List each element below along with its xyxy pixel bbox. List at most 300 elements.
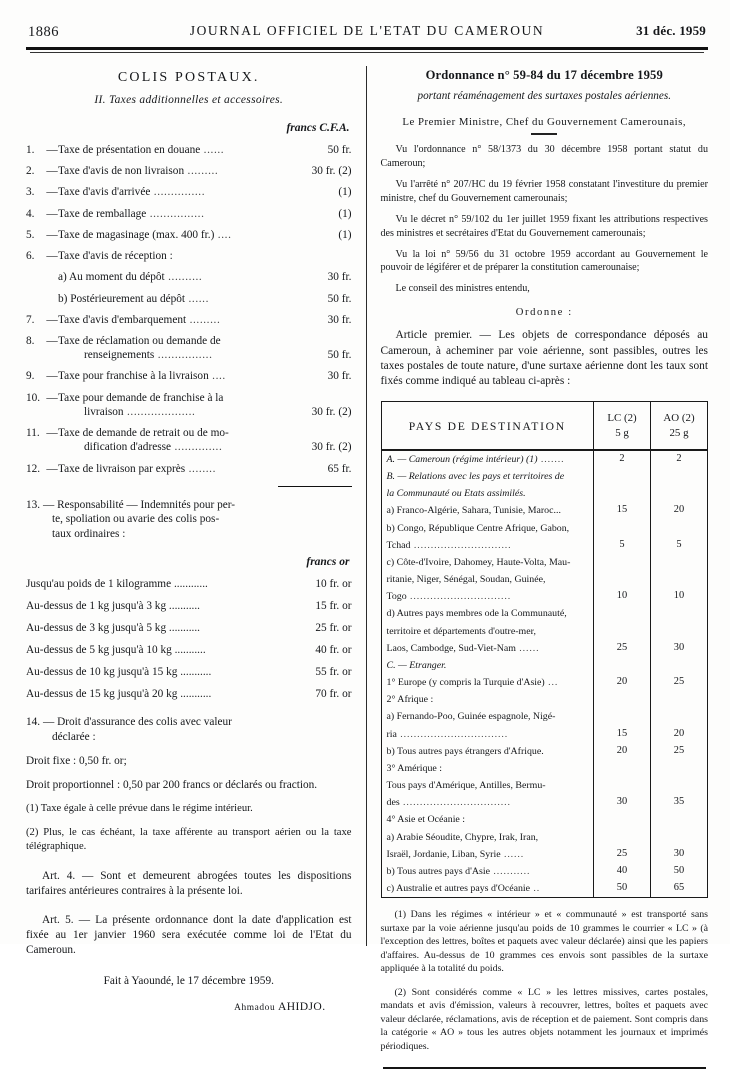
destination-cell [381, 623, 594, 640]
table-row [381, 674, 708, 691]
lc-rate-cell: 50 [594, 880, 651, 898]
destination-table-head [381, 402, 708, 450]
signatory-first-name: Ahmadou [234, 1002, 276, 1013]
destination-label: Laos, Cambodge, Sud-Viet-Nam [386, 642, 516, 654]
header-destination [381, 402, 594, 450]
insurance-line1: Droit d'assurance des colis avec valeur [57, 716, 232, 729]
journal-title: JOURNAL OFFICIEL DE L'ETAT DU CAMEROUN [189, 23, 545, 38]
destination-label: a) Arabie Séoudite, Chypre, Irak, Iran, [386, 831, 539, 843]
weight-scale-row [26, 687, 352, 709]
lc-rate-cell: 15 [594, 502, 651, 519]
leader-dots: ........ [185, 462, 217, 475]
table-row [381, 588, 708, 605]
leader-dots: .. [530, 883, 541, 895]
ao-rate-cell [651, 623, 708, 640]
ao-rate-cell: 50 [651, 863, 708, 880]
tariff-row [26, 249, 352, 270]
insurance-proportional-fee: Droit proportionnel : 0,50 par 200 francs or déclarés ou fraction. [26, 778, 318, 791]
leader-dots: ...... [515, 642, 540, 654]
ao-rate-cell [651, 691, 708, 708]
leader-dots: ........... [166, 599, 200, 612]
destination-label: c) Australie et autres pays d'Océanie [386, 883, 531, 895]
destination-cell [381, 468, 594, 485]
tariff-rows [26, 143, 352, 483]
insurance-line2: déclarée : [52, 731, 96, 744]
table-row [381, 760, 708, 777]
destination-cell [381, 640, 594, 657]
tariff-number: 7. [26, 313, 35, 326]
table-row [381, 880, 708, 898]
table-row [381, 554, 708, 571]
tariff-dash [46, 292, 58, 313]
header-lc-label: LC (2) [607, 412, 637, 425]
ao-rate-cell: 30 [651, 640, 708, 657]
table-row [381, 811, 708, 828]
tariff-value: (1) [338, 228, 352, 241]
left-footnote-1: (1) Taxe égale à celle prévue dans le régime intérieur. [26, 803, 253, 815]
ao-rate-cell [651, 485, 708, 502]
leader-dots: .... [214, 228, 232, 241]
weight-scale-row [26, 643, 352, 665]
responsibility-heading [26, 498, 352, 542]
destination-cell [381, 657, 594, 674]
lc-rate-cell: 25 [594, 640, 651, 657]
lc-rate-cell [594, 520, 651, 537]
responsibility-line1: Responsabilité — Indemnités pour per- [57, 498, 236, 511]
tariff-value [286, 249, 352, 270]
table-row [381, 846, 708, 863]
table-row [381, 571, 708, 588]
tariff-dash: — [46, 427, 58, 440]
tariff-value: 30 fr. [327, 370, 352, 383]
destination-label: A. — Cameroun (régime intérieur) (1) [386, 453, 538, 465]
tariff-dash: — [46, 165, 58, 178]
weight-scale-row [26, 577, 352, 599]
destination-cell [381, 777, 594, 794]
leader-dots: ...... [200, 144, 225, 156]
leader-dots: ...... [185, 292, 210, 305]
destination-cell [381, 537, 594, 554]
weight-scale-row [26, 599, 352, 621]
weight-scale-value: 40 fr. or [315, 644, 352, 657]
leader-dots: ........... [177, 666, 212, 679]
lc-rate-cell [594, 829, 651, 846]
weight-scale-label: Au-dessus de 5 kg jusqu'à 10 kg ........... [26, 644, 206, 657]
lc-rate-cell [594, 708, 651, 725]
tariff-dash: — [46, 144, 58, 156]
tariff-value: 50 fr. [327, 144, 352, 156]
column-container [26, 66, 708, 1052]
leader-dots: ................................ [396, 728, 509, 740]
tariff-value: 30 fr. [327, 313, 352, 326]
responsibility-line2: te, spoliation ou avarie des colis pos- [52, 513, 220, 526]
tariff-number: 10. [26, 391, 41, 404]
ao-rate-cell [651, 468, 708, 485]
issuing-authority: Le Premier Ministre, Chef du Gouvernement Camerounais, [402, 116, 687, 128]
tariff-label-continued: livraison .................... [84, 405, 196, 418]
header-ao-weight: 25 g [669, 427, 689, 440]
tariff-row [26, 270, 352, 291]
weight-scale-value: 10 fr. or [315, 577, 352, 590]
tariff-dash: — [46, 313, 58, 326]
lc-rate-cell [594, 485, 651, 502]
table-row [381, 450, 708, 468]
right-column [375, 66, 709, 1052]
leader-dots: ......... [186, 313, 221, 326]
tariff-label-continued: renseignements ................ [84, 349, 213, 362]
destination-label: territoire et départements d'outre-mer, [386, 625, 536, 637]
responsibility-line3: taux ordinaires : [52, 528, 126, 541]
leader-dots: ................................ [399, 797, 511, 809]
consideration-paragraph: Vu l'arrêté n° 207/HC du 19 février 1958 constatant l'investiture du premier ministre, chef du Gouvernement camerounais; [380, 178, 708, 204]
tariff-label: Taxe de présentation en douane ...... [58, 144, 225, 156]
lc-rate-cell [594, 777, 651, 794]
ao-rate-cell [651, 829, 708, 846]
weight-scale-label: Jusqu'au poids de 1 kilogramme ............ [26, 577, 208, 590]
responsibility-number: 13. [26, 498, 41, 511]
page-folio: 1886 [28, 24, 59, 40]
tariff-dash: — [46, 207, 58, 220]
destination-label: ritanie, Niger, Sénégal, Soudan, Guinée, [386, 574, 546, 586]
tariff-row [26, 334, 352, 369]
tariff-label-continued: dification d'adresse .............. [84, 441, 223, 454]
destination-cell [381, 502, 594, 519]
lc-rate-cell [594, 811, 651, 828]
ao-rate-cell [651, 554, 708, 571]
tariff-row [26, 185, 352, 206]
leader-dots: ........... [177, 688, 212, 701]
signatory-last-name: AHIDJO. [277, 999, 326, 1013]
table-row [381, 623, 708, 640]
tariff-table [26, 143, 352, 483]
tariff-number [26, 270, 46, 291]
header-ao [651, 402, 708, 450]
insurance-dash: — [42, 716, 55, 729]
leader-dots: ...... [500, 848, 525, 860]
tariff-label: Taxe de réclamation ou demande de renseignements ................ [58, 334, 286, 369]
header-ao-label: AO (2) [663, 412, 695, 425]
destination-label: 4° Asie et Océanie : [386, 814, 466, 826]
leader-dots: .................... [123, 405, 196, 418]
table-row [381, 726, 708, 743]
tariff-row [26, 426, 352, 461]
tariff-row [26, 391, 352, 426]
tariff-label: Taxe d'avis d'arrivée ............... [58, 186, 206, 199]
destination-cell [381, 846, 594, 863]
tariff-row [26, 313, 352, 334]
tariff-value: (1) [338, 186, 352, 199]
destination-label: b) Congo, République Centre Afrique, Gabon, [386, 522, 570, 534]
tariff-number: 6. [26, 250, 35, 263]
ordonne-label: Ordonne : [515, 307, 573, 319]
tariff-row [26, 292, 352, 313]
lc-rate-cell: 20 [594, 743, 651, 760]
tariff-number: 1. [26, 144, 35, 156]
tariff-dash: — [46, 228, 58, 241]
destination-cell [381, 760, 594, 777]
ao-rate-cell [651, 811, 708, 828]
destination-cell [381, 794, 594, 811]
ao-rate-cell: 2 [651, 450, 708, 468]
tariff-row [26, 207, 352, 228]
weight-scale-row [26, 665, 352, 687]
lc-rate-cell [594, 554, 651, 571]
destination-cell [381, 674, 594, 691]
table-row [381, 520, 708, 537]
tariff-value: 30 fr. (2) [311, 405, 352, 418]
leader-dots: ....... [537, 453, 565, 465]
tariff-label: Taxe de remballage ................ [58, 207, 205, 220]
destination-label: 3° Amérique : [386, 762, 443, 774]
lc-rate-cell: 40 [594, 863, 651, 880]
tariff-label: Taxe d'avis de réception : [58, 250, 173, 263]
tariff-label: Taxe d'avis d'embarquement ......... [58, 313, 221, 326]
left-column [26, 66, 366, 1013]
ao-rate-cell: 25 [651, 674, 708, 691]
place-and-date: Fait à Yaoundé, le 17 décembre 1959. [103, 975, 274, 988]
tariff-dash: — [46, 462, 58, 475]
consideration-paragraph: Le conseil des ministres entendu, [395, 283, 530, 295]
masthead-rule-thin [30, 52, 704, 53]
leader-dots: ............................. [410, 539, 512, 551]
destination-label: Togo [386, 591, 407, 603]
destination-label: 1° Europe (y compris la Turquie d'Asie) [386, 677, 545, 689]
tariff-number: 3. [26, 186, 35, 199]
destination-label: b) Tous autres pays d'Asie [386, 865, 490, 877]
table-row [381, 485, 708, 502]
lc-rate-cell [594, 468, 651, 485]
tariff-dash: — [46, 391, 58, 404]
tariff-label: a) Au moment du dépôt .......... [58, 271, 203, 284]
leader-dots: .......... [164, 271, 203, 284]
table-row [381, 708, 708, 725]
weight-scale-value: 15 fr. or [315, 599, 352, 612]
table-row [381, 691, 708, 708]
lc-rate-cell [594, 571, 651, 588]
table-footnote-1: (1) Dans les régimes « intérieur » et « communauté » est transporté sans surtaxe par la voie aérienne jusqu'au poids de 10 grammes le courrier « LC » (à l'exception des lettres, boîtes et paquets avec valeur déclarée) ainsi que les papiers d'affaires. Au-dessus de 10 grammes ces envois sont passibles de la surtaxe appliquée à la totalité du poids. [380, 909, 708, 975]
destination-label: d) Autres pays membres ode la Communauté, [386, 608, 567, 620]
tariff-label: Taxe de livraison par exprès ........ [58, 462, 217, 475]
leader-dots: ... [544, 677, 559, 689]
ao-rate-cell [651, 708, 708, 725]
weight-scale-label: Au-dessus de 1 kg jusqu'à 3 kg ........... [26, 599, 200, 612]
lc-rate-cell: 2 [594, 450, 651, 468]
destination-cell [381, 708, 594, 725]
table-row [381, 605, 708, 622]
lc-rate-cell: 10 [594, 588, 651, 605]
masthead [26, 18, 708, 52]
destination-cell [381, 811, 594, 828]
tariff-number: 11. [26, 427, 40, 440]
destination-cell [381, 605, 594, 622]
weight-scale-value: 25 fr. or [315, 621, 352, 634]
table-row [381, 468, 708, 485]
currency-header-cfa: francs C.F.A. [286, 122, 350, 134]
issue-date: 31 déc. 1959 [636, 23, 706, 38]
lc-rate-cell: 20 [594, 674, 651, 691]
tariff-number: 4. [26, 207, 35, 220]
tariff-value: 50 fr. [327, 292, 352, 305]
ao-rate-cell: 65 [651, 880, 708, 898]
section-title: COLIS POSTAUX. [117, 70, 260, 85]
lc-rate-cell: 25 [594, 846, 651, 863]
ao-rate-cell [651, 777, 708, 794]
leader-dots: ............... [150, 186, 206, 199]
destination-label: a) Fernando-Poo, Guinée espagnole, Nigé- [386, 711, 556, 723]
article-premier: Article premier. — Les objets de correspondance déposés au Cameroun, à acheminer par voie aérienne, sont passibles, outres les taxes postales de toute nature, d'une surtaxe aérienne dont les taux sont fixés comme indiqué au tableau ci-après : [380, 329, 708, 388]
article-4: Art. 4. — Sont et demeurent abrogées toutes les dispositions tarifaires antérieures contraires à la présente loi. [26, 870, 352, 898]
tariff-label: Taxe pour demande de franchise à la livraison .................... [58, 391, 286, 426]
leader-dots: ........... [489, 865, 531, 877]
leader-dots: ........... [171, 644, 206, 657]
leader-dots: ................ [146, 207, 205, 220]
section-subtitle: II. Taxes additionnelles et accessoires. [94, 94, 284, 106]
ao-rate-cell: 20 [651, 502, 708, 519]
ao-rate-cell: 5 [651, 537, 708, 554]
destination-label: B. — Relations avec les pays et territoires de [386, 471, 565, 483]
tariff-number: 5. [26, 228, 35, 241]
leader-dots: .............. [171, 441, 223, 454]
table-footnote-2: (2) Sont considérés comme « LC » les lettres missives, cartes postales, mandats et avis d'émission, valeurs à recouvrer, lettres, boîtes et paquets avec valeur déclarée, réclamations, avis de réception et de paiement. Sont compris dans la catégorie « AO » tous les autres objets notamment les journaux et imprimés périodiques. [380, 986, 708, 1052]
tariff-row [26, 462, 352, 483]
destination-cell [381, 829, 594, 846]
destination-cell [381, 485, 594, 502]
ao-rate-cell [651, 520, 708, 537]
destination-label: c) Côte-d'Ivoire, Dahomey, Haute-Volta, Mau- [386, 556, 571, 568]
tariff-row [26, 164, 352, 185]
table-row [381, 777, 708, 794]
column-divider [366, 66, 367, 946]
weight-scale-value: 70 fr. or [315, 688, 352, 701]
destination-label: des [386, 797, 400, 809]
destination-label: Israël, Jordanie, Liban, Syrie [386, 848, 501, 860]
tariff-value: 30 fr. (2) [311, 441, 352, 454]
destination-cell [381, 450, 594, 468]
destination-cell [381, 743, 594, 760]
tariff-dash: — [46, 250, 58, 263]
ao-rate-cell [651, 760, 708, 777]
destination-cell [381, 691, 594, 708]
leader-dots: .............................. [406, 591, 512, 603]
tariff-label: Taxe de demande de retrait ou de mo- dification d'adresse .............. [58, 426, 286, 461]
insurance-fixed-fee: Droit fixe : 0,50 fr. or; [26, 754, 127, 767]
tariff-label: Taxe de magasinage (max. 400 fr.) .... [58, 228, 232, 241]
tariff-value: 65 fr. [327, 462, 352, 475]
weight-scale-table [26, 577, 352, 710]
tariff-dash: — [46, 186, 58, 199]
table-row [381, 829, 708, 846]
ao-rate-cell [651, 657, 708, 674]
tariff-label: Taxe pour franchise à la livraison .... [58, 370, 226, 383]
responsibility-dash: — [42, 498, 55, 511]
destination-label: Tchad [386, 539, 411, 551]
destination-label: C. — Etranger. [386, 659, 447, 671]
tariff-row [26, 369, 352, 390]
tariff-dash: — [46, 334, 58, 347]
table-row [381, 863, 708, 880]
lc-rate-cell [594, 623, 651, 640]
tariff-row [26, 143, 352, 164]
signature-block [26, 1000, 352, 1013]
insurance-heading [26, 715, 352, 744]
tariff-dash [46, 270, 58, 291]
ao-rate-cell: 20 [651, 726, 708, 743]
ao-rate-cell: 35 [651, 794, 708, 811]
lc-rate-cell: 30 [594, 794, 651, 811]
table-row [381, 502, 708, 519]
tariff-value: (1) [338, 207, 352, 220]
lc-rate-cell [594, 657, 651, 674]
weight-scale-label: Au-dessus de 3 kg jusqu'à 5 kg ........... [26, 621, 200, 634]
leader-dots: ................ [154, 349, 213, 362]
ao-rate-cell: 25 [651, 743, 708, 760]
destination-label: 2° Afrique : [386, 694, 434, 706]
weight-scale-label: Au-dessus de 10 kg jusqu'à 15 kg ........... [26, 666, 212, 679]
tariff-number: 2. [26, 165, 35, 178]
consideration-paragraph: Vu le décret n° 59/102 du 1er juillet 1959 fixant les attributions respectives des ministres et secrétaires d'Etat du Gouvernement camerounais; [380, 213, 708, 239]
table-row [381, 794, 708, 811]
destination-cell [381, 863, 594, 880]
tariff-label: b) Postérieurement au dépôt ...... [58, 292, 210, 305]
table-row [381, 537, 708, 554]
destination-label: Tous pays d'Amérique, Antilles, Bermu- [386, 780, 546, 792]
destination-table-body [381, 450, 708, 898]
destination-rates-table [381, 401, 709, 898]
tariff-number: 9. [26, 370, 35, 383]
header-lc-weight: 5 g [615, 427, 629, 440]
tariff-value: 30 fr. (2) [311, 165, 352, 178]
lc-rate-cell [594, 605, 651, 622]
destination-cell [381, 880, 594, 898]
ao-rate-cell [651, 571, 708, 588]
lc-rate-cell [594, 691, 651, 708]
lc-rate-cell [594, 760, 651, 777]
destination-label: a) Franco-Algérie, Sahara, Tunisie, Maroc... [386, 505, 561, 517]
ornament-divider [531, 133, 557, 135]
ao-rate-cell [651, 605, 708, 622]
left-footnote-2: (2) Plus, le cas échéant, la taxe afférente au transport aérien ou la taxe télégraphique. [26, 826, 352, 852]
article-5: Art. 5. — La présente ordonnance dont la date d'application est fixée au 1er janvier 1960 sera exécutée comme loi de l'Etat du Cameroun. [26, 913, 352, 957]
destination-cell [381, 588, 594, 605]
leader-dots: ........... [166, 621, 200, 634]
destination-cell [381, 554, 594, 571]
tariff-number: 12. [26, 462, 41, 475]
tariff-number [26, 292, 46, 313]
tariff-value: 50 fr. [327, 349, 352, 362]
lc-rate-cell: 5 [594, 537, 651, 554]
consideration-paragraph: Vu la loi n° 59/56 du 31 octobre 1959 accordant au Gouvernement le pouvoir de légiférer et de préparer la constitution camerounaise; [380, 248, 708, 274]
tariff-label: Taxe d'avis de non livraison ......... [58, 165, 219, 178]
leader-dots: ............ [171, 577, 208, 590]
weight-scale-value: 55 fr. or [315, 666, 352, 679]
ao-rate-cell: 10 [651, 588, 708, 605]
ordinance-title: Ordonnance n° 59-84 du 17 décembre 1959 [425, 68, 663, 82]
tariff-row [26, 228, 352, 249]
leader-dots: ......... [184, 165, 219, 178]
tariff-closing-rule [278, 486, 352, 487]
weight-scale-rows [26, 577, 352, 710]
tariff-number: 8. [26, 334, 35, 347]
table-row [381, 640, 708, 657]
destination-cell [381, 520, 594, 537]
tariff-dash: — [46, 370, 58, 383]
destination-label: la Communauté ou Etats assimilés. [386, 488, 526, 500]
masthead-rule-thick [26, 47, 708, 50]
weight-scale-row [26, 621, 352, 643]
header-lc [594, 402, 651, 450]
currency-header-gold: francs or [306, 555, 350, 568]
destination-cell [381, 571, 594, 588]
